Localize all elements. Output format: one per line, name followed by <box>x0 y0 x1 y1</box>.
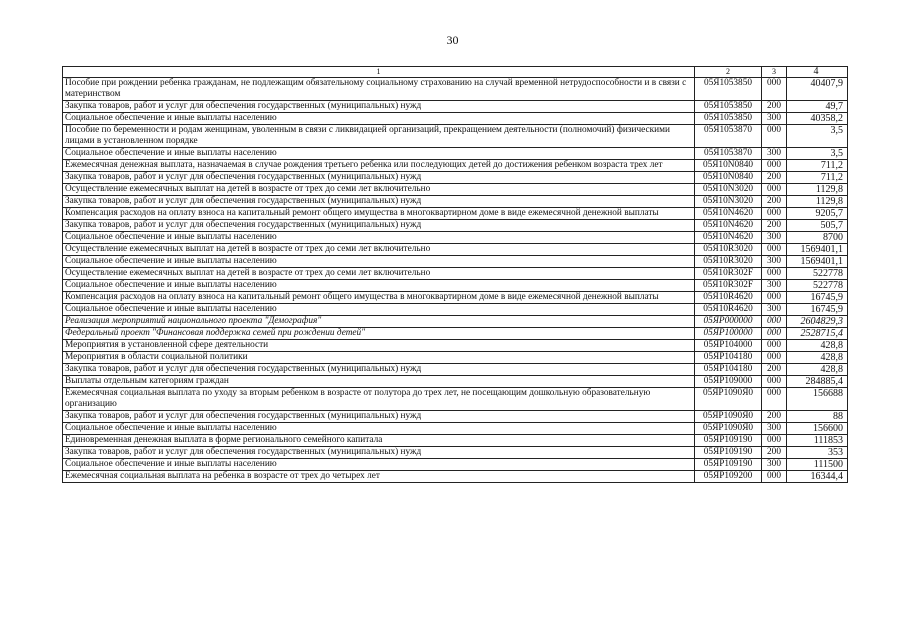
table-row <box>63 160 848 172</box>
row-amount-cell: 711,2 <box>787 160 848 172</box>
row-type-cell: 000 <box>762 125 787 148</box>
table-row <box>63 352 848 364</box>
row-amount-cell: 16344,4 <box>787 471 848 483</box>
row-amount-cell: 1569401,1 <box>787 256 848 268</box>
row-code-cell: 05Я10N0840 <box>695 160 762 172</box>
row-amount-cell: 1129,8 <box>787 184 848 196</box>
row-type-cell: 000 <box>762 268 787 280</box>
row-name-cell: Компенсация расходов на оплату взноса на капитальный ремонт общего имущества в многоквартирном доме в виде ежемесячной денежной выплаты <box>63 292 695 304</box>
row-code-cell: 05ЯР1090Я0 <box>695 411 762 423</box>
row-code-cell: 05Я10R4620 <box>695 292 762 304</box>
row-code-cell: 05ЯР000000 <box>695 316 762 328</box>
row-name-cell: Социальное обеспечение и иные выплаты населению <box>63 280 695 292</box>
row-type-cell: 200 <box>762 411 787 423</box>
row-type-cell: 200 <box>762 220 787 232</box>
row-name-cell: Социальное обеспечение и иные выплаты населению <box>63 304 695 316</box>
row-amount-cell: 2604829,3 <box>787 316 848 328</box>
row-amount-cell: 111500 <box>787 459 848 471</box>
column-header-1: 1 <box>63 67 695 78</box>
table-row <box>63 280 848 292</box>
row-name-cell: Ежемесячная денежная выплата, назначаемая в случае рождения третьего ребенка или последующих детей до достижения ребенком возраста трех лет <box>63 160 695 172</box>
row-type-cell: 000 <box>762 471 787 483</box>
row-name-cell: Выплаты отдельным категориям граждан <box>63 376 695 388</box>
budget-table <box>62 66 848 483</box>
row-amount-cell: 16745,9 <box>787 304 848 316</box>
row-code-cell: 05Я10N4620 <box>695 208 762 220</box>
row-name-cell: Ежемесячная социальная выплата на ребенка в возрасте от трех до четырех лет <box>63 471 695 483</box>
row-amount-cell: 3,5 <box>787 148 848 160</box>
table-body <box>63 67 848 483</box>
row-code-cell: 05ЯР100000 <box>695 328 762 340</box>
table-row <box>63 459 848 471</box>
row-amount-cell: 111853 <box>787 435 848 447</box>
row-name-cell: Осуществление ежемесячных выплат на детей в возрасте от трех до семи лет включительно <box>63 244 695 256</box>
table-row <box>63 447 848 459</box>
row-type-cell: 300 <box>762 232 787 244</box>
row-amount-cell: 522778 <box>787 280 848 292</box>
row-type-cell: 300 <box>762 148 787 160</box>
row-code-cell: 05ЯР109000 <box>695 376 762 388</box>
row-code-cell: 05ЯР109190 <box>695 435 762 447</box>
row-name-cell: Пособие при рождении ребенка гражданам, не подлежащим обязательному социальному страхованию на случай временной нетрудоспособности и в связи с материнством <box>63 78 695 101</box>
row-amount-cell: 1129,8 <box>787 196 848 208</box>
row-name-cell: Закупка товаров, работ и услуг для обеспечения государственных (муниципальных) нужд <box>63 364 695 376</box>
row-name-cell: Социальное обеспечение и иные выплаты населению <box>63 113 695 125</box>
row-amount-cell: 9205,7 <box>787 208 848 220</box>
table-row <box>63 316 848 328</box>
row-type-cell: 000 <box>762 376 787 388</box>
row-type-cell: 200 <box>762 364 787 376</box>
row-amount-cell: 49,7 <box>787 101 848 113</box>
table-row <box>63 268 848 280</box>
table-row <box>63 196 848 208</box>
row-type-cell: 000 <box>762 340 787 352</box>
row-type-cell: 000 <box>762 352 787 364</box>
row-code-cell: 05Я1053870 <box>695 125 762 148</box>
row-name-cell: Закупка товаров, работ и услуг для обеспечения государственных (муниципальных) нужд <box>63 196 695 208</box>
page-number: 30 <box>446 33 459 47</box>
row-name-cell: Социальное обеспечение и иные выплаты населению <box>63 423 695 435</box>
row-type-cell: 200 <box>762 172 787 184</box>
row-type-cell: 300 <box>762 280 787 292</box>
row-amount-cell: 156600 <box>787 423 848 435</box>
row-name-cell: Реализация мероприятий национального проекта "Демография" <box>63 316 695 328</box>
row-name-cell: Осуществление ежемесячных выплат на детей в возрасте от трех до семи лет включительно <box>63 184 695 196</box>
row-name-cell: Закупка товаров, работ и услуг для обеспечения государственных (муниципальных) нужд <box>63 447 695 459</box>
row-code-cell: 05ЯР109190 <box>695 447 762 459</box>
table-row <box>63 411 848 423</box>
table-row <box>63 172 848 184</box>
column-header-4: 4 <box>787 67 848 78</box>
table-row <box>63 148 848 160</box>
row-type-cell: 000 <box>762 435 787 447</box>
row-type-cell: 000 <box>762 184 787 196</box>
row-code-cell: 05Я10N3020 <box>695 196 762 208</box>
row-amount-cell: 711,2 <box>787 172 848 184</box>
row-name-cell: Закупка товаров, работ и услуг для обеспечения государственных (муниципальных) нужд <box>63 411 695 423</box>
row-amount-cell: 8700 <box>787 232 848 244</box>
row-type-cell: 300 <box>762 423 787 435</box>
column-header-3: 3 <box>762 67 787 78</box>
table-row <box>63 292 848 304</box>
table-row <box>63 232 848 244</box>
table-row <box>63 101 848 113</box>
row-code-cell: 05Я10R4620 <box>695 304 762 316</box>
table-row <box>63 435 848 447</box>
row-name-cell: Федеральный проект "Финансовая поддержка семей при рождении детей" <box>63 328 695 340</box>
table-row <box>63 184 848 196</box>
table-row <box>63 328 848 340</box>
row-code-cell: 05Я10N0840 <box>695 172 762 184</box>
table-row <box>63 376 848 388</box>
table-header-row <box>63 67 848 78</box>
row-name-cell: Социальное обеспечение и иные выплаты населению <box>63 459 695 471</box>
row-code-cell: 05ЯР104000 <box>695 340 762 352</box>
table-row <box>63 388 848 411</box>
table-row <box>63 244 848 256</box>
row-code-cell: 05ЯР1090Я0 <box>695 423 762 435</box>
row-type-cell: 000 <box>762 160 787 172</box>
row-code-cell: 05Я10R302F <box>695 280 762 292</box>
row-code-cell: 05Я10N4620 <box>695 232 762 244</box>
table-row <box>63 220 848 232</box>
row-type-cell: 300 <box>762 256 787 268</box>
table-row <box>63 471 848 483</box>
row-code-cell: 05Я1053870 <box>695 148 762 160</box>
row-amount-cell: 1569401,1 <box>787 244 848 256</box>
row-code-cell: 05Я1053850 <box>695 113 762 125</box>
row-code-cell: 05Я10R3020 <box>695 244 762 256</box>
row-name-cell: Осуществление ежемесячных выплат на детей в возрасте от трех до семи лет включительно <box>63 268 695 280</box>
table-row <box>63 78 848 101</box>
table-row <box>63 256 848 268</box>
table-row <box>63 364 848 376</box>
row-name-cell: Мероприятия в области социальной политики <box>63 352 695 364</box>
row-amount-cell: 428,8 <box>787 364 848 376</box>
column-header-2: 2 <box>695 67 762 78</box>
row-amount-cell: 284885,4 <box>787 376 848 388</box>
row-type-cell: 000 <box>762 244 787 256</box>
row-type-cell: 200 <box>762 196 787 208</box>
row-name-cell: Социальное обеспечение и иные выплаты населению <box>63 148 695 160</box>
row-code-cell: 05ЯР104180 <box>695 352 762 364</box>
row-code-cell: 05ЯР109200 <box>695 471 762 483</box>
row-type-cell: 300 <box>762 459 787 471</box>
row-amount-cell: 428,8 <box>787 352 848 364</box>
row-amount-cell: 3,5 <box>787 125 848 148</box>
table-row <box>63 304 848 316</box>
row-name-cell: Компенсация расходов на оплату взноса на капитальный ремонт общего имущества в многоквартирном доме в виде ежемесячной денежной выплаты <box>63 208 695 220</box>
row-name-cell: Социальное обеспечение и иные выплаты населению <box>63 232 695 244</box>
table-row <box>63 423 848 435</box>
row-amount-cell: 16745,9 <box>787 292 848 304</box>
row-type-cell: 000 <box>762 292 787 304</box>
row-type-cell: 200 <box>762 447 787 459</box>
row-type-cell: 000 <box>762 208 787 220</box>
row-name-cell: Единовременная денежная выплата в форме регионального семейного капитала <box>63 435 695 447</box>
table-row <box>63 340 848 352</box>
row-amount-cell: 522778 <box>787 268 848 280</box>
row-name-cell: Ежемесячная социальная выплата по уходу за вторым ребенком в возрасте от полутора до трех лет, не посещающим дошкольную образовательную организацию <box>63 388 695 411</box>
table-row <box>63 208 848 220</box>
row-name-cell: Мероприятия в установленной сфере деятельности <box>63 340 695 352</box>
row-amount-cell: 156688 <box>787 388 848 411</box>
row-code-cell: 05Я1053850 <box>695 78 762 101</box>
row-code-cell: 05Я10R302F <box>695 268 762 280</box>
row-amount-cell: 428,8 <box>787 340 848 352</box>
row-name-cell: Пособие по беременности и родам женщинам, уволенным в связи с ликвидацией организаций, прекращением деятельности (полномочий) физическими лицами в установленном порядке <box>63 125 695 148</box>
row-name-cell: Закупка товаров, работ и услуг для обеспечения государственных (муниципальных) нужд <box>63 220 695 232</box>
row-code-cell: 05Я10R3020 <box>695 256 762 268</box>
row-name-cell: Закупка товаров, работ и услуг для обеспечения государственных (муниципальных) нужд <box>63 172 695 184</box>
row-amount-cell: 40407,9 <box>787 78 848 101</box>
row-amount-cell: 40358,2 <box>787 113 848 125</box>
row-code-cell: 05ЯР104180 <box>695 364 762 376</box>
row-type-cell: 200 <box>762 101 787 113</box>
row-code-cell: 05Я10N4620 <box>695 220 762 232</box>
row-amount-cell: 2528715,4 <box>787 328 848 340</box>
row-code-cell: 05ЯР1090Я0 <box>695 388 762 411</box>
row-amount-cell: 353 <box>787 447 848 459</box>
table-row <box>63 125 848 148</box>
row-type-cell: 000 <box>762 78 787 101</box>
row-type-cell: 000 <box>762 316 787 328</box>
row-code-cell: 05Я10N3020 <box>695 184 762 196</box>
row-type-cell: 000 <box>762 388 787 411</box>
row-name-cell: Закупка товаров, работ и услуг для обеспечения государственных (муниципальных) нужд <box>63 101 695 113</box>
row-type-cell: 000 <box>762 328 787 340</box>
row-type-cell: 300 <box>762 304 787 316</box>
row-name-cell: Социальное обеспечение и иные выплаты населению <box>63 256 695 268</box>
table-row <box>63 113 848 125</box>
row-type-cell: 300 <box>762 113 787 125</box>
row-code-cell: 05ЯР109190 <box>695 459 762 471</box>
row-amount-cell: 88 <box>787 411 848 423</box>
row-amount-cell: 505,7 <box>787 220 848 232</box>
row-code-cell: 05Я1053850 <box>695 101 762 113</box>
